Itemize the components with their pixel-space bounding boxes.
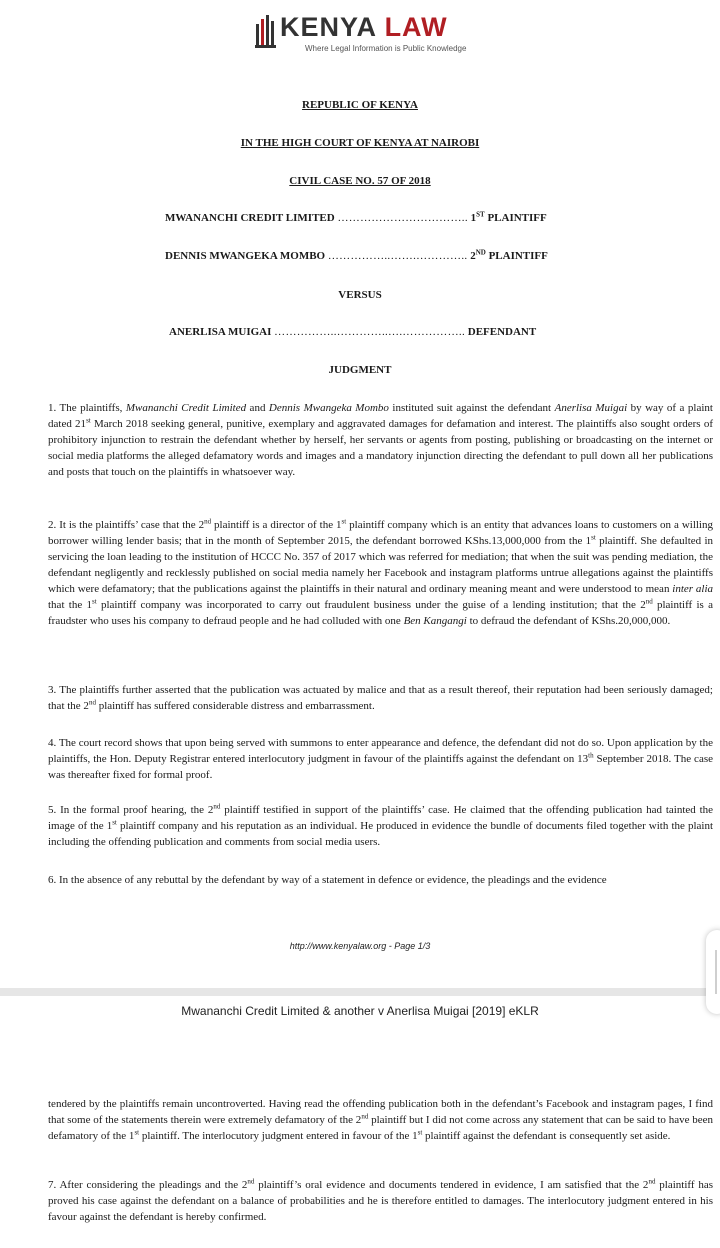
versus-label: VERSUS — [338, 289, 382, 301]
party-role: PLAINTIFF — [488, 250, 548, 262]
party-role-number: 1 — [470, 212, 477, 224]
paragraph-2: 2. It is the plaintiffs’ case that the 2nd plaintiff is a director of the 1st plaintiff company which is an entity that advances loans to customers on a willing borrower willing lender basis; that in the month of September 2015, the defendant borrowed KShs.13,000,000 from the 1st plaintiff. She defaulted in servicing the loan leading to the institution of HCCC No. 357 of 2017 which was referred for mediation; that when the suit was pending mediation, the defendant negligently and recklessly published on social media namely her Facebook and instagram platforms untrue allegations against the plaintiffs which were defamatory; that the publications against the plaintiffs in their natural and ordinary meaning meant and were understood to mean inter alia that the 1st plaintiff company was incorporated to carry out fraudulent business under the guise of a lending institution; that the 2nd plaintiff is a fraudster who uses his company to defraud people and he had colluded with one Ben Kangangi to defraud the defendant of KShs.20,000,000. — [48, 517, 713, 627]
logo-word-kenya: KENYA — [280, 12, 377, 42]
party-defendant — [169, 325, 536, 339]
leader-dots: ……………..…….………….. — [327, 250, 468, 262]
paragraph-3: 3. The plaintiffs further asserted that the publication was actuated by malice and that as a result thereof, their reputation had been seriously damaged; that the 2nd plaintiff has suffered considerable distress and embarrassment. — [48, 684, 713, 712]
party-second-plaintiff — [165, 249, 548, 263]
scroll-grip-icon — [715, 950, 717, 994]
page-footer: http://www.kenyalaw.org - Page 1/3 — [289, 941, 431, 951]
document-page-2 — [0, 996, 720, 1248]
party-role-suffix: ND — [475, 248, 486, 257]
party-role: PLAINTIFF — [487, 212, 547, 224]
kenya-law-logo — [255, 10, 470, 52]
paragraph-1: 1. The plaintiffs, Mwananchi Credit Limited and Dennis Mwangeka Mombo instituted suit against the defendant Anerlisa Muigai by way of a plaint dated 21st March 2018 seeking general, punitive, exemplary and aggravated damages for defamation and interest. The plaintiffs also sought orders of prohibitory injunction to restrain the defendant whether by herself, her servants or agents from posting, publishing or broadcasting on the internet or social media platforms the alleged defamatory words and images and a mandatory injunction directing the defendant to pull down all her publications and posts that touch on the plaintiffs in whatsoever way. — [48, 402, 713, 478]
paragraph-5: 5. In the formal proof hearing, the 2nd plaintiff testified in support of the plaintiffs’ case. He claimed that the offending publication had tainted the image of the 1st plaintiff company and his reputation as an individual. He produced in evidence the bundle of documents filed together with the plaint including the offending publication and comments from social media users. — [48, 802, 714, 848]
paragraph-6: 6. In the absence of any rebuttal by the defendant by way of a statement in defence or evidence, the pleadings and the evidence — [48, 874, 607, 886]
scroll-handle[interactable] — [706, 930, 720, 1014]
party-role-number: 2 — [470, 250, 476, 262]
logo-word-law: LAW — [384, 12, 448, 42]
page-header-citation: Mwananchi Credit Limited & another v Anerlisa Muigai [2019] eKLR — [181, 1004, 539, 1018]
leader-dots: ……………..…………..….…………….. — [274, 326, 465, 338]
party-name: ANERLISA MUIGAI — [169, 326, 272, 338]
pillars-icon — [255, 14, 277, 48]
party-name: DENNIS MWANGEKA MOMBO — [165, 250, 326, 262]
party-name: MWANANCHI CREDIT LIMITED — [165, 212, 335, 224]
leader-dots: …………………………….. — [337, 212, 468, 224]
judgment-title: JUDGMENT — [328, 364, 392, 376]
paragraph-6-continued: tendered by the plaintiffs remain uncontroverted. Having read the offending publication both in the defendant’s Facebook and instagram pages, I find that some of the statements therein were extremely defamatory of the 2nd plaintiff but I did not come across any statement that can be said to have been defamatory of the 1st plaintiff. The interlocutory judgment entered in favour of the 1st plaintiff against the defendant is consequently set aside. — [48, 1098, 714, 1142]
paragraph-7: 7. After considering the pleadings and the 2nd plaintiff’s oral evidence and documents tendered in evidence, I am satisfied that the 2nd plaintiff has proved his case against the defendant on a balance of probabilities and he is therefore entitled to damages. The interlocutory judgment entered in his favour against the defendant is hereby confirmed. — [48, 1177, 713, 1223]
party-role-suffix: ST — [476, 210, 485, 219]
heading-case-number: CIVIL CASE NO. 57 OF 2018 — [289, 175, 431, 187]
logo-tagline: Where Legal Information is Public Knowledge — [305, 44, 467, 53]
party-role: DEFENDANT — [467, 326, 537, 338]
party-first-plaintiff — [165, 211, 547, 225]
page-separator — [0, 988, 720, 996]
logo-wordmark — [280, 14, 448, 41]
heading-republic: REPUBLIC OF KENYA — [302, 99, 418, 111]
paragraph-4: 4. The court record shows that upon being served with summons to enter appearance and defence, the defendant did not do so. Upon application by the plaintiffs, the Hon. Deputy Registrar entered interlocutory judgment in favour of the plaintiffs against the defendant on 13th September 2018. The case was thereafter fixed for formal proof. — [48, 737, 713, 781]
heading-court: IN THE HIGH COURT OF KENYA AT NAIROBI — [240, 137, 480, 149]
